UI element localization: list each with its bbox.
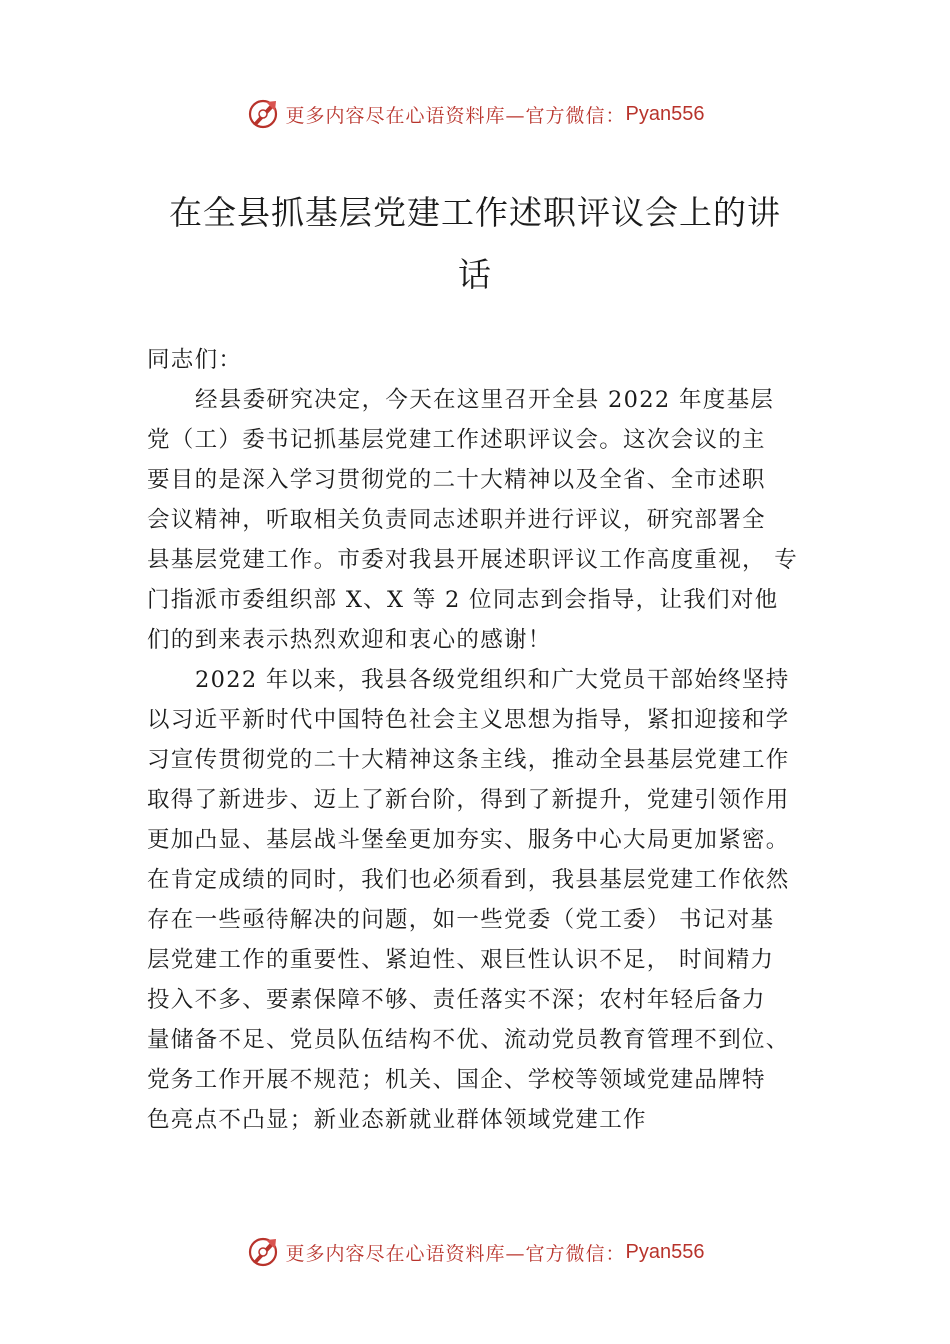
watermark-text: 更多内容尽在心语资料库—官方微信： bbox=[285, 1242, 626, 1265]
body-line: 层党建工作的重要性、紧迫性、艰巨性认识不足， 时间精力 bbox=[147, 947, 775, 973]
body-line: 存在一些亟待解决的问题，如一些党委（党工委） 书记对基 bbox=[147, 907, 775, 933]
body-line: 们的到来表示热烈欢迎和衷心的感谢！ bbox=[147, 627, 552, 653]
body-line: 经县委研究决定，今天在这里召开全县 2022 年度基层 bbox=[195, 387, 775, 413]
body-line: 党务工作开展不规范；机关、国企、学校等领域党建品牌特 bbox=[147, 1067, 766, 1093]
watermark-wechat-id: Pyan556 bbox=[625, 102, 705, 125]
salutation: 同志们： bbox=[147, 347, 243, 373]
body-line: 取得了新进步、迈上了新台阶，得到了新提升，党建引领作用 bbox=[147, 787, 790, 813]
document-body bbox=[147, 340, 817, 1140]
body-line: 县基层党建工作。市委对我县开展述职评议工作高度重视， 专 bbox=[147, 547, 799, 573]
body-line: 要目的是深入学习贯彻党的二十大精神以及全省、全市述职 bbox=[147, 467, 766, 493]
document-title bbox=[120, 182, 830, 306]
watermark-bottom bbox=[0, 1232, 950, 1272]
watermark-top bbox=[0, 94, 950, 134]
watermark-wechat-id: Pyan556 bbox=[625, 1240, 705, 1263]
body-line: 更加凸显、基层战斗堡垒更加夯实、服务中心大局更加紧密。 bbox=[147, 827, 790, 853]
body-line: 以习近平新时代中国特色社会主义思想为指导，紧扣迎接和学 bbox=[147, 707, 790, 733]
body-line: 会议精神，听取相关负责同志述职并进行评议，研究部署全 bbox=[147, 507, 766, 533]
body-line: 习宣传贯彻党的二十大精神这条主线，推动全县基层党建工作 bbox=[147, 747, 790, 773]
body-line: 2022 年以来，我县各级党组织和广大党员干部始终坚持 bbox=[195, 667, 790, 693]
body-line: 党（工）委书记抓基层党建工作述职评议会。这次会议的主 bbox=[147, 427, 766, 453]
body-line: 在肯定成绩的同时，我们也必须看到，我县基层党建工作依然 bbox=[147, 867, 790, 893]
quill-logo-icon bbox=[246, 97, 280, 131]
watermark-text: 更多内容尽在心语资料库—官方微信： bbox=[285, 104, 626, 127]
body-line: 量储备不足、党员队伍结构不优、流动党员教育管理不到位、 bbox=[147, 1027, 790, 1053]
body-line: 投入不多、要素保障不够、责任落实不深；农村年轻后备力 bbox=[147, 987, 766, 1013]
title-line-1: 在全县抓基层党建工作述职评议会上的讲 bbox=[169, 193, 781, 232]
body-line: 门指派市委组织部 X、X 等 2 位同志到会指导，让我们对他 bbox=[147, 587, 779, 613]
body-line: 色亮点不凸显；新业态新就业群体领域党建工作 bbox=[147, 1107, 647, 1133]
title-line-2: 话 bbox=[458, 255, 492, 294]
quill-logo-icon bbox=[246, 1235, 280, 1269]
